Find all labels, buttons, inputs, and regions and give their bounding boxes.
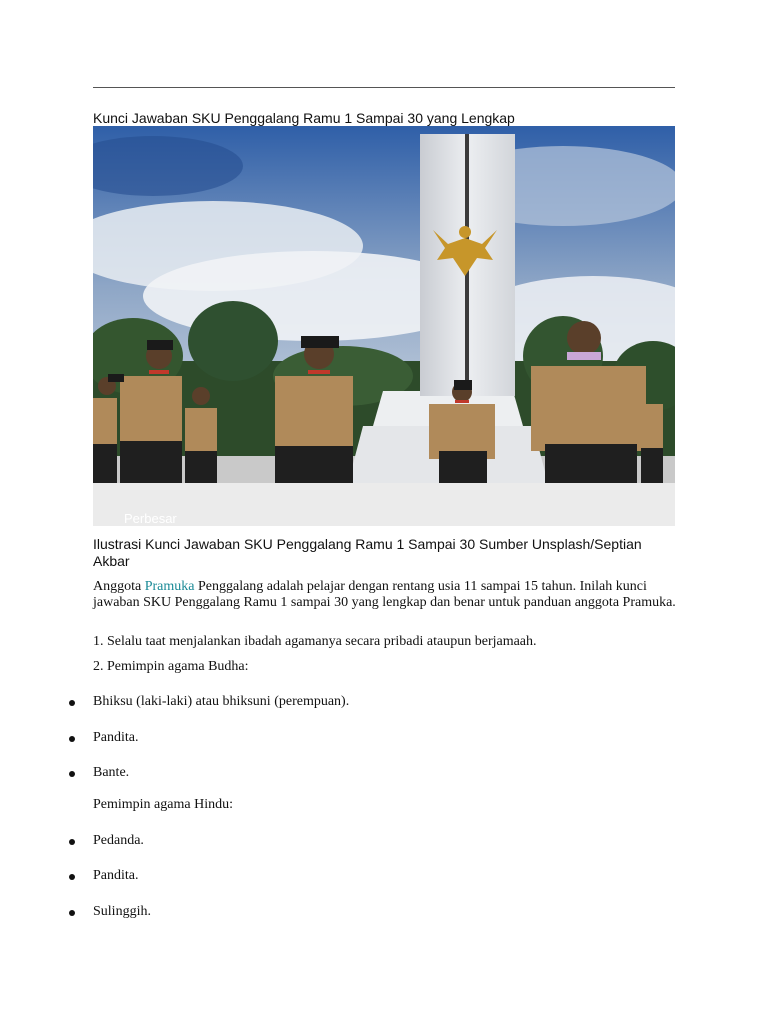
item-2: 2. Pemimpin agama Budha: xyxy=(93,659,249,674)
hindu-item-1: Pedanda. xyxy=(93,833,144,848)
image-caption: Ilustrasi Kunci Jawaban SKU Penggalang Ramu 1 Sampai 30 Sumber Unsplash/Septian Akbar xyxy=(93,536,642,569)
top-divider xyxy=(93,87,675,88)
bullet-dot xyxy=(69,700,75,706)
intro-paragraph xyxy=(93,579,683,610)
article-title: Kunci Jawaban SKU Penggalang Ramu 1 Sampai 30 yang Lengkap xyxy=(93,110,515,126)
enlarge-bar[interactable] xyxy=(93,483,675,526)
bullet-dot xyxy=(69,771,75,777)
bullet-dot xyxy=(69,736,75,742)
item-1: 1. Selalu taat menjalankan ibadah agamanya secara pribadi ataupun berjamaah. xyxy=(93,634,537,649)
enlarge-button[interactable]: Perbesar xyxy=(124,511,177,526)
budha-item-2: Pandita. xyxy=(93,730,139,745)
pramuka-link[interactable]: Pramuka xyxy=(144,579,195,594)
hindu-item-2: Pandita. xyxy=(93,868,139,883)
bullet-dot xyxy=(69,839,75,845)
bullet-dot xyxy=(69,874,75,880)
article-photo[interactable] xyxy=(93,126,675,483)
budha-item-1: Bhiksu (laki-laki) atau bhiksuni (perempuan). xyxy=(93,694,350,709)
hindu-item-3: Sulinggih. xyxy=(93,904,151,919)
bullet-dot xyxy=(69,910,75,916)
budha-item-3: Bante. xyxy=(93,765,130,780)
intro-lead: Anggota xyxy=(93,579,145,594)
hindu-heading: Pemimpin agama Hindu: xyxy=(93,797,233,812)
intro-rest: Penggalang adalah pelajar dengan rentang usia 11 sampai 15 tahun. Inilah kunci jawaban SKU Penggalang Ramu 1 sampai 30 yang lengkap dan benar untuk panduan anggota Pramuka. xyxy=(93,579,676,610)
